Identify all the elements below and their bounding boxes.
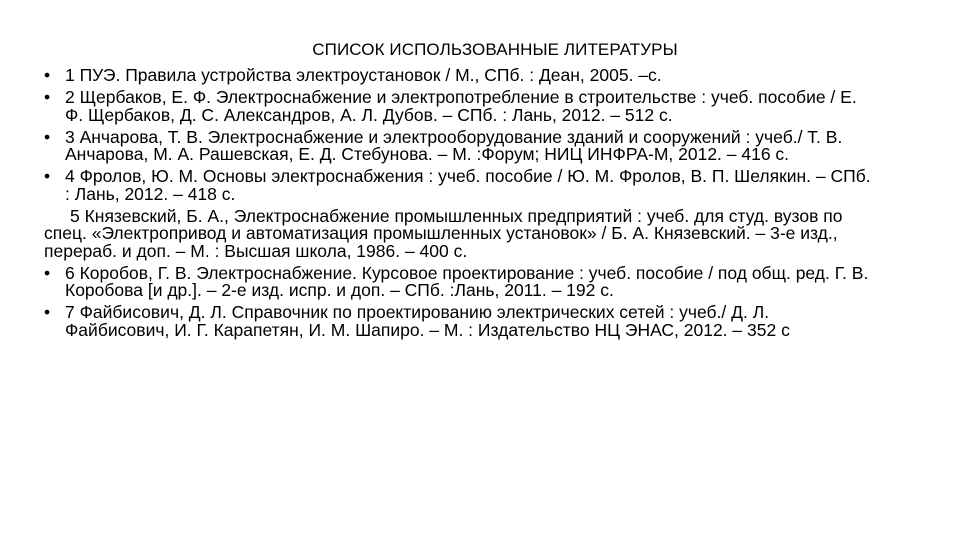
reference-item-7 [44,304,874,339]
reference-item-1 [44,67,874,85]
bullet-icon: • [44,126,51,147]
reference-item-3 [44,126,874,164]
bullet-icon: • [44,262,51,283]
reference-item-5 [44,205,874,261]
bullet-icon: • [44,65,51,85]
reference-text: 6 Коробов, Г. В. Электроснабжение. Курсовое проектирование : учеб. пособие / под общ. ред. Г. В. Коробова [и др.]. – 2-е изд. испр. и доп. – СПб. :Лань, 2011. – 192 с. [65,262,869,300]
reference-text: 5 Князевский, Б. А., Электроснабжение промышленных предприятий : учеб. для студ. вузов по спец. «Электропривод и автоматизация промышленных установок» / Б. А. Князевский. – 3-е изд., перераб. и доп. – М. : Высшая школа, 1986. – 400 с. [44,205,843,261]
page-title: СПИСОК ИСПОЛЬЗОВАННЫЕ ЛИТЕРАТУРЫ [312,40,678,59]
reference-text: 3 Анчарова, Т. В. Электроснабжение и электрооборудование зданий и сооружений : учеб./ Т. В. Анчарова, М. А. Рашевская, Е. Д. Стебунова. – М. :Форум; НИЦ ИНФРА-М, 2012. – 416 с. [65,126,843,164]
bullet-icon: • [44,166,51,186]
bullet-icon: • [44,87,51,107]
reference-item-6 [44,262,874,300]
reference-text: 7 Файбисович, Д. Л. Справочник по проектированию электрических сетей : учеб./ Д. Л. Файбисович, И. Г. Карапетян, И. М. Шапиро. – М. : Издательство НЦ ЭНАС, 2012. – 352 с [65,302,790,340]
reference-text: 1 ПУЭ. Правила устройства электроустановок / М., СПб. : Деан, 2005. –с. [65,65,662,85]
reference-item-2 [44,89,874,124]
reference-text: 4 Фролов, Ю. М. Основы электроснабжения : учеб. пособие / Ю. М. Фролов, В. П. Шелякин. – СПб. : Лань, 2012. – 418 с. [65,166,871,204]
reference-item-4 [44,168,874,203]
reference-text: 2 Щербаков, Е. Ф. Электроснабжение и электропотребление в строительстве : учеб. пособие / Е. Ф. Щербаков, Д. С. Александров, А. Л. Дубов. – СПб. : Лань, 2012. – 512 с. [65,87,857,125]
bullet-icon: • [44,302,51,322]
reference-list [44,67,874,344]
